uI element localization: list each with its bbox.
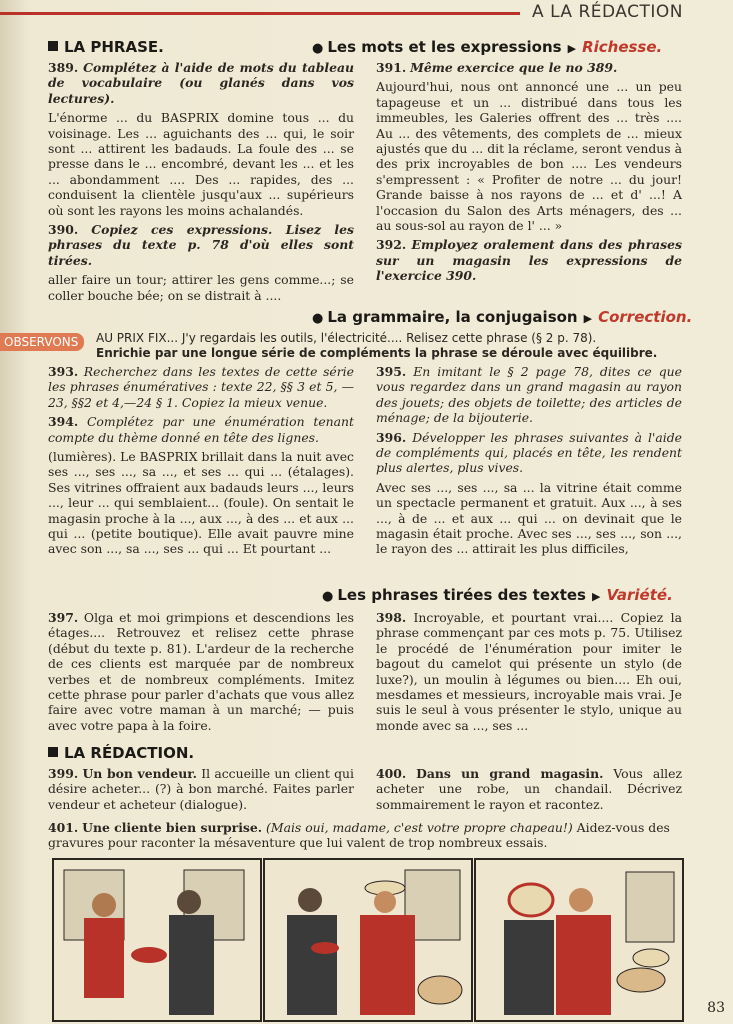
illustration-panel-3 <box>474 858 684 1022</box>
triangle-icon: ▶ <box>583 312 593 325</box>
section-la-phrase: LA PHRASE. <box>48 38 164 56</box>
observons-line-2: Enrichie par une longue série de compléments la phrase se déroule avec équilibre. <box>96 346 658 360</box>
exercise-391-body: Aujourd'hui, nous ont annoncé une ... un peu tapageuse et un ... distribué dans tous les immeubles, les Galeries offrent des ... très .... Au ... des vêtements, des complets de ... mieux ajustés que du ... dit la réclame, seront vendus à des prix incroyables de bon .... Les vendeurs s'empressent : « Profiter de notre ... du jour! Grande baisse à nos rayons de ... et d' ...! A l'occasion du Salon des Arts ménagers, des ... au sous-sol au rayon de l' ... » <box>376 79 682 234</box>
section-phrases-textes: ● Les phrases tirées des textes ▶ Variété. <box>322 586 673 604</box>
exercise-390-instruction: 390. Copiez ces expressions. Lisez les phrases du texte p. 78 d'où elles sont tirées. <box>48 222 354 268</box>
dot-bullet-icon: ● <box>312 311 324 326</box>
left-column-middle <box>48 364 354 561</box>
dot-bullet-icon: ● <box>312 41 324 56</box>
exercise-400: 400. Dans un grand magasin. Vous allez acheter une robe, un chandail. Décrivez sommairement le rayon et racontez. <box>376 766 682 812</box>
exercise-389-body: L'énorme ... du BASPRIX domine tous ... du voisinage. Les ... aguichants des ... qui, le soir sont ... attirent les badauds. La foule des ... se presse dans le ... encombré, devant les ... et les ... abondamment .... Des ... rapides, des ... conduisent la clientèle jusqu'aux ... supérieurs où sont les rayons les moins achalandés. <box>48 110 354 218</box>
exercise-401: 401. Une cliente bien surprise. (Mais oui, madame, c'est votre propre chapeau!) Aidez-vous des gravures pour raconter la mésaventure que lui valent de trop nombreux essais. <box>48 820 670 851</box>
page-header-title: A LA RÉDACTION <box>532 2 683 22</box>
triangle-icon: ▶ <box>591 590 601 603</box>
exercise-398: 398. Incroyable, et pourtant vrai.... Copiez la phrase commençant par ces mots p. 75. Utilisez le procédé de l'énumération pour imiter le bagout du camelot qui présente un stylo (de luxe?), un moulin à légumes ou bien.... Eh oui, mesdames et messieurs, incroyable mais vrai. Je suis le seul à vous présenter le stylo, unique au monde avec sa ..., ses ... <box>376 610 682 733</box>
exercise-396-instruction: 396. Développer les phrases suivantes à l'aide de compléments qui, placés en tête, les rendent plus alertes, plus vives. <box>376 429 682 476</box>
exercise-394-body: (lumières). Le BASPRIX brillait dans la nuit avec ses ..., ses ..., sa ..., et ses ... qui ... (étalages). Ses vitrines offraient aux badauds leurs ..., leurs ..., leur ... qui semblaient... (foule). On sentait le magasin proche à la ..., aux ..., à des ... et aux ... qui ... (petite boutique). Elle avait pauvre mine avec son ..., sa ..., ses ... qui ... Et pourtant ... <box>48 449 354 557</box>
observons-note <box>96 331 696 361</box>
exercise-395: 395. En imitant le § 2 page 78, dites ce que vous regardez dans un grand magasin au rayon des jouets; des objets de toilette; des articles de ménage; de la bijouterie. <box>376 364 682 426</box>
exercise-391-instruction: 391. Même exercice que le no 389. <box>376 60 618 75</box>
triangle-icon: ▶ <box>567 42 577 55</box>
header-rule <box>0 12 520 15</box>
page-number: 83 <box>707 1000 725 1016</box>
exercise-390-body: aller faire un tour; attirer les gens comme...; se coller bouche bée; on se distrait à .... <box>48 272 354 303</box>
right-column-middle <box>376 364 682 561</box>
right-column-top <box>376 60 682 288</box>
exercise-396-body: Avec ses ..., ses ..., sa ... la vitrine était comme un spectacle permanent et gratuit. Aux ..., à ses ..., à de ... et aux ... qui ... on devinait que le magasin était proche. Avec ses ..., ses ..., son ..., le rayon des ... attirait les plus difficiles, <box>376 479 682 557</box>
section-grammaire: ● La grammaire, la conjugaison ▶ Correction. <box>312 308 693 326</box>
observons-tag: OBSERVONS <box>0 333 84 351</box>
exercise-393: 393. Recherchez dans les textes de cette série les phrases énumératives : texte 22, §§ 3 et 5, — 23, §§2 et 4,—24 § 1. Copiez la mieux venue. <box>48 364 354 410</box>
square-bullet-icon <box>48 747 58 757</box>
exercise-392-instruction: 392. Employez oralement dans des phrases sur un magasin les expressions de l'exercice 390. <box>376 237 682 284</box>
illustration-panel-1 <box>52 858 262 1022</box>
square-bullet-icon <box>48 41 58 51</box>
exercise-399: 399. Un bon vendeur. Il accueille un client qui désire acheter... (?) à bon marché. Faites parler vendeur et acheteur (dialogue). <box>48 766 354 812</box>
exercise-397: 397. Olga et moi grimpions et descendions les étages.... Retrouvez et relisez cette phrase (début du texte p. 81). L'ardeur de la recherche de ces clients est marquée par de nombreux verbes et de nombreux compléments. Imitez cette phrase pour parler d'achats que vous allez faire avec votre maman à un marché; — puis avec votre papa à la foire. <box>48 610 354 733</box>
exercise-394-instruction: 394. Complétez par une énumération tenant compte du thème donné en tête des lignes. <box>48 414 354 445</box>
section-mots-expressions: ● Les mots et les expressions ▶ Richesse. <box>312 38 663 56</box>
observons-line-1: AU PRIX FIX... J'y regardais les outils, l'électricité.... Relisez cette phrase (§ 2 p. 78). <box>96 331 597 345</box>
left-column-top <box>48 60 354 307</box>
dot-bullet-icon: ● <box>322 589 334 604</box>
exercise-389-instruction: 389. Complétez à l'aide de mots du tableau de vocabulaire (ou glanés dans vos lectures). <box>48 60 354 106</box>
section-la-redaction: LA RÉDACTION. <box>48 744 194 762</box>
illustration-panel-2 <box>263 858 473 1022</box>
